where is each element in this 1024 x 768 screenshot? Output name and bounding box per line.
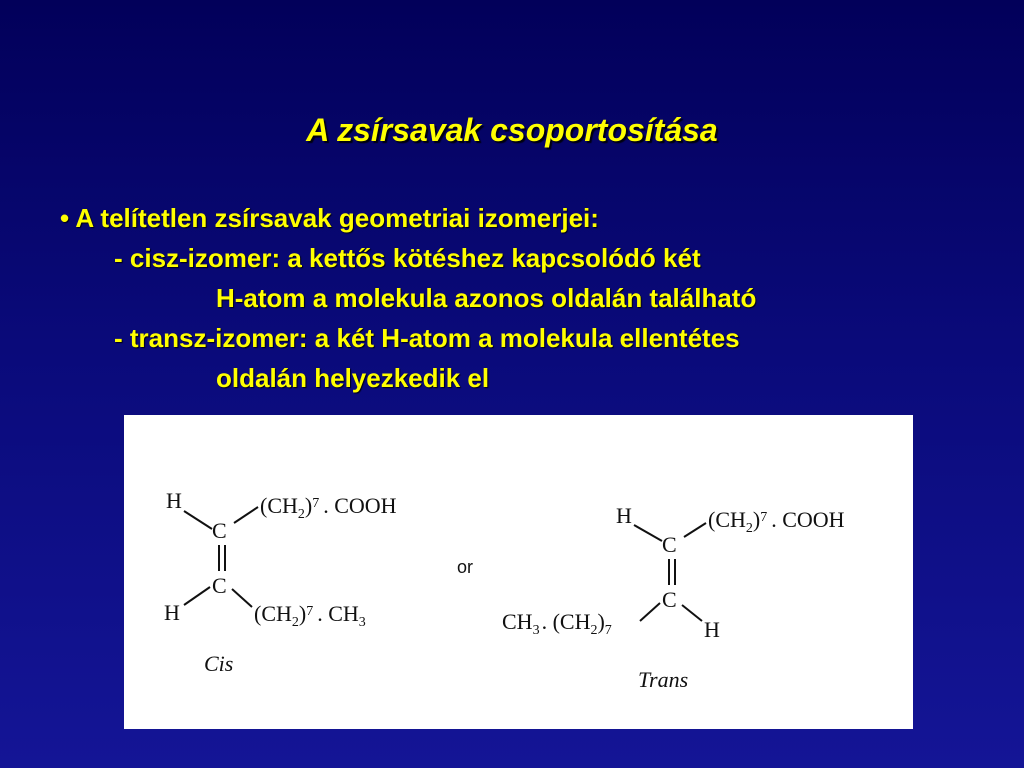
trans-structure <box>502 503 845 692</box>
cis-definition-line: - cisz-izomer: a kettős kötéshez kapcsolódó két <box>114 243 701 273</box>
cis-c-bottom: C <box>212 573 227 598</box>
cis-structure <box>164 488 397 676</box>
cis-definition-continuation: H-atom a molekula azonos oldalán található <box>216 283 757 313</box>
trans-group-top: $(CH_2)^7$ . COOH <box>708 507 845 536</box>
bullet-line <box>60 198 1000 238</box>
slide-body <box>60 198 1000 398</box>
or-label: or <box>457 557 474 577</box>
isomer-figure <box>124 415 913 729</box>
bullet-heading: A telítetlen zsírsavak geometriai izomerjei: <box>75 203 599 233</box>
slide-title: A zsírsavak csoportosítása <box>306 112 718 148</box>
trans-definition-line: - transz-izomer: a két H-atom a molekula ellentétes <box>114 323 740 353</box>
trans-bond-group-top <box>684 523 706 537</box>
cis-c-top: C <box>212 518 227 543</box>
cis-caption: Cis <box>204 651 234 676</box>
bullet-marker: • <box>60 203 70 233</box>
cis-group-top: $(CH_2)^7$ . COOH <box>260 493 397 522</box>
trans-bond-h-top <box>634 525 662 541</box>
trans-bond-h-bottom <box>682 605 702 621</box>
cis-group-bottom: $(CH_2)^7$ . $CH_3$ <box>254 601 366 630</box>
trans-h-top: H <box>616 503 632 528</box>
isomer-diagram <box>124 415 913 729</box>
trans-c-top: C <box>662 532 677 557</box>
cis-h-bottom: H <box>164 600 180 625</box>
cis-h-top: H <box>166 488 182 513</box>
trans-caption: Trans <box>638 667 689 692</box>
cis-bond-group-bottom <box>232 589 252 607</box>
trans-group-bottom: $CH_3$. $(CH_2)_7$ <box>502 609 612 638</box>
cis-bond-h-bottom <box>184 587 210 605</box>
cis-bond-h-top <box>184 511 212 529</box>
trans-definition-continuation: oldalán helyezkedik el <box>216 363 490 393</box>
trans-h-bottom: H <box>704 617 720 642</box>
cis-bond-group-top <box>234 507 258 523</box>
trans-bond-group-bottom <box>640 603 660 621</box>
trans-c-bottom: C <box>662 587 677 612</box>
